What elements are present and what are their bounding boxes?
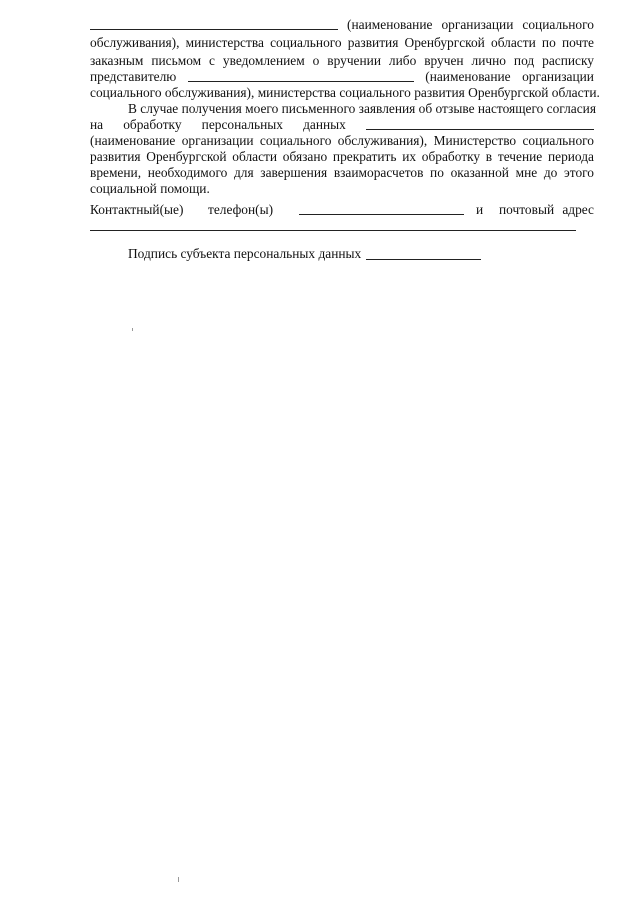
text-line-3: заказным письмом с уведомлением о вручении либо вручен лично под расписку	[90, 53, 594, 68]
word: персональных	[201, 117, 283, 132]
signature-blank	[366, 259, 481, 260]
representative-blank	[188, 69, 414, 82]
word: обработку	[123, 117, 182, 132]
text-line-1	[90, 17, 594, 33]
word: почтовый	[499, 202, 555, 217]
word: данных	[303, 117, 346, 132]
phone-blank	[299, 202, 464, 215]
word: (наименование	[347, 17, 433, 32]
word: телефон(ы)	[208, 202, 274, 217]
text-line-10: времени, необходимого для завершения взаиморасчетов по оказанной мне до этого	[90, 165, 594, 180]
word: Контактный(ые)	[90, 202, 184, 217]
scan-speck	[178, 877, 179, 882]
text-line-7	[90, 117, 594, 133]
text-line-2: обслуживания), министерства социального развития Оренбургской области по почте	[90, 35, 594, 50]
text-line-5: социального обслуживания), министерства социального развития Оренбургской области.	[90, 85, 600, 100]
text-line-9: развития Оренбургской области обязано прекратить их обработку в течение периода	[90, 149, 594, 164]
word: на	[90, 117, 104, 132]
word: представителю	[90, 69, 177, 84]
text-line-4	[90, 69, 594, 85]
word: социального	[522, 17, 594, 32]
text-line-8: (наименование организации социального обслуживания), Министерство социального	[90, 133, 594, 148]
word: и	[476, 202, 484, 217]
organization-name-blank-2	[366, 117, 594, 130]
word: (наименование	[425, 69, 511, 84]
text-line-11: социальной помощи.	[90, 181, 210, 196]
word: адрес	[562, 202, 594, 217]
signature-label: Подпись субъекта персональных данных	[128, 246, 362, 261]
scan-speck	[132, 328, 133, 331]
text-line-6: В случае получения моего письменного заявления об отзыве настоящего согласия	[128, 101, 596, 116]
organization-name-blank-1	[90, 17, 338, 30]
address-blank	[90, 230, 576, 231]
word: организации	[441, 17, 514, 32]
word: организации	[522, 69, 594, 84]
